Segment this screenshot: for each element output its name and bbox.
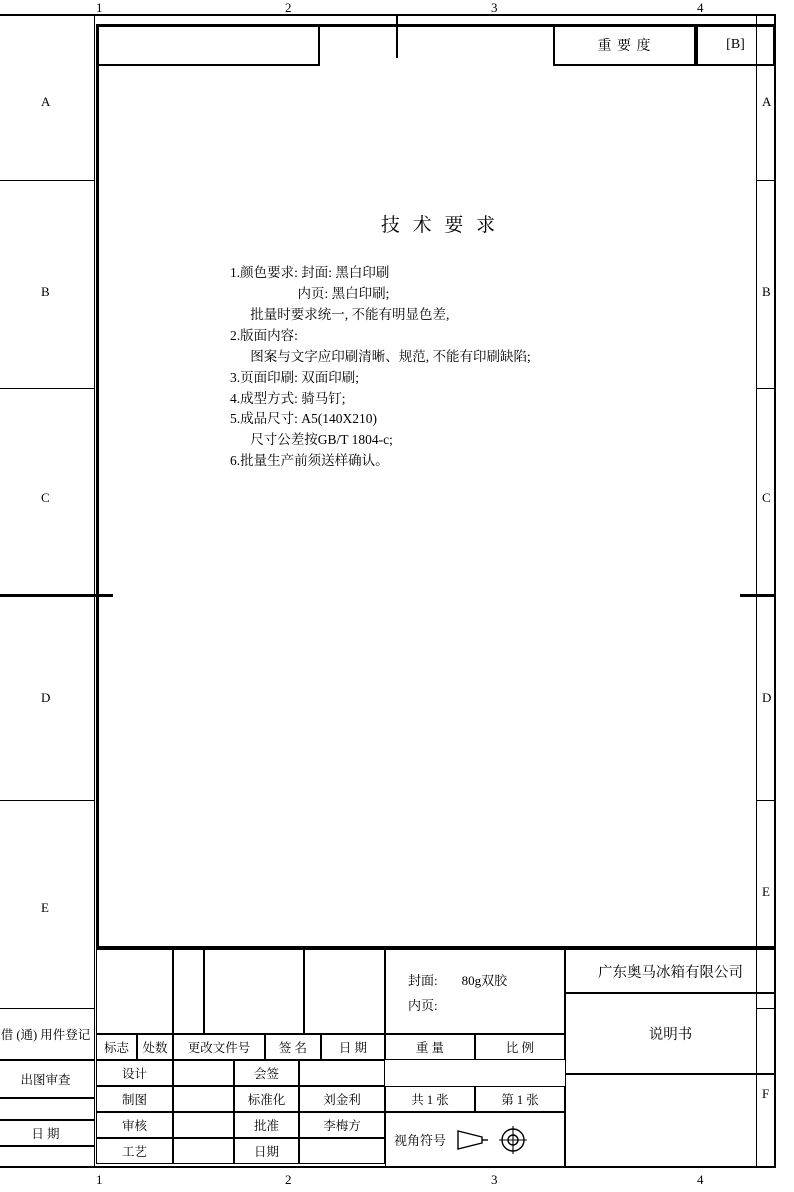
company-name: 广东奥马冰箱有限公司 bbox=[598, 964, 743, 981]
tb-role-2-label: 制图 bbox=[121, 1093, 147, 1107]
zone-label-right-b: B bbox=[762, 284, 771, 299]
tb-name2-4 bbox=[299, 1138, 385, 1164]
borrow-register-cell bbox=[0, 1008, 95, 1060]
zone-divider-right-3 bbox=[740, 594, 776, 597]
tb-name2-1 bbox=[299, 1060, 385, 1086]
tb-name-2 bbox=[173, 1086, 234, 1112]
side-bottom-blank-cell bbox=[0, 1146, 95, 1167]
tb-name-1 bbox=[173, 1060, 234, 1086]
th-date-label: 日 期 bbox=[338, 1041, 368, 1055]
tb-role-2 bbox=[96, 1086, 173, 1112]
issue-review-label: 出图审查 bbox=[20, 1073, 71, 1087]
zone-label-right-f: F bbox=[762, 1086, 770, 1101]
zone-divider-left-1 bbox=[0, 180, 95, 181]
technical-requirements-list bbox=[230, 263, 650, 472]
tb-role2-3-label: 批准 bbox=[253, 1119, 279, 1133]
th-change-doc-label: 更改文件号 bbox=[187, 1041, 251, 1055]
zone-divider-right-1 bbox=[756, 180, 776, 181]
tb-name2-2 bbox=[299, 1086, 385, 1112]
zone-label-right-d: D bbox=[762, 690, 772, 705]
tb-role2-1 bbox=[234, 1060, 299, 1086]
tech-item: 3.页面印刷: 双面印刷; bbox=[230, 369, 360, 385]
tb-role2-2 bbox=[234, 1086, 299, 1112]
tb-role2-2-label: 标准化 bbox=[247, 1093, 286, 1107]
tb-role-1 bbox=[96, 1060, 173, 1086]
technical-requirements-block bbox=[230, 210, 650, 472]
titleblock-blank-col-1 bbox=[96, 949, 173, 1034]
tb-role-4 bbox=[96, 1138, 173, 1164]
tech-item: 图案与文字应印刷清晰、规范, 不能有印刷缺陷; bbox=[230, 348, 531, 364]
tech-item: 1.颜色要求: 封面: 黑白印刷 bbox=[230, 265, 390, 280]
tb-role-4-label: 工艺 bbox=[121, 1145, 147, 1159]
first-angle-projection-icon bbox=[456, 1127, 490, 1153]
zone-label-right-e: E bbox=[762, 884, 770, 899]
titleblock-blank-col-4 bbox=[304, 949, 385, 1034]
th-count bbox=[137, 1034, 173, 1060]
tech-item: 6.批量生产前须送样确认。 bbox=[230, 453, 389, 469]
tb-name2-3 bbox=[299, 1112, 385, 1138]
inner-frame-left bbox=[96, 24, 99, 949]
header-left-box bbox=[96, 24, 320, 66]
tb-role2-4 bbox=[234, 1138, 299, 1164]
borrow-register-label: 借 (通) 用件登记 bbox=[0, 1028, 91, 1042]
th-mark bbox=[96, 1034, 137, 1060]
titleblock-blank-col-2 bbox=[173, 949, 204, 1034]
th-signature bbox=[265, 1034, 321, 1060]
zone-divider-right-4 bbox=[756, 800, 776, 801]
zone-label-top-2: 2 bbox=[285, 0, 292, 15]
zone-label-bottom-2: 2 bbox=[285, 1172, 292, 1187]
zone-label-top-1: 1 bbox=[96, 0, 103, 15]
tb-sheet-total bbox=[385, 1086, 475, 1112]
material-block bbox=[385, 949, 565, 1034]
tb-role2-4-label: 日期 bbox=[253, 1145, 279, 1159]
zone-label-top-3: 3 bbox=[491, 0, 498, 15]
th-date bbox=[321, 1034, 385, 1060]
technical-requirements-title: 技 术 要 求 bbox=[380, 215, 500, 236]
zone-label-bottom-1: 1 bbox=[96, 1172, 103, 1187]
company-name-cell bbox=[565, 949, 776, 993]
zone-label-left-a: A bbox=[41, 94, 51, 109]
tech-item: 4.成型方式: 骑马钉; bbox=[230, 390, 346, 406]
zone-label-left-d: D bbox=[41, 690, 51, 705]
side-date-cell bbox=[0, 1120, 95, 1146]
tech-item: 5.成品尺寸: A5(140X210) bbox=[230, 411, 377, 427]
zone-divider-left-4 bbox=[0, 800, 95, 801]
cover-label: 封面: bbox=[408, 972, 438, 988]
zone-col-left-line bbox=[94, 14, 95, 1168]
zone-divider-top-1 bbox=[396, 14, 398, 58]
tb-role-3 bbox=[96, 1112, 173, 1138]
projection-circles-icon bbox=[498, 1125, 528, 1155]
zone-divider-left-2 bbox=[0, 388, 95, 389]
zone-label-left-e: E bbox=[41, 900, 49, 915]
th-scale-label: 比 例 bbox=[505, 1041, 535, 1055]
zone-label-left-c: C bbox=[41, 490, 50, 505]
tb-sheet-index bbox=[475, 1086, 565, 1112]
tech-item: 内页: 黑白印刷; bbox=[230, 285, 390, 301]
th-scale bbox=[475, 1034, 565, 1060]
importance-value: [B] bbox=[726, 37, 745, 52]
view-symbol-label: 视角符号 bbox=[394, 1133, 447, 1148]
zone-label-bottom-4: 4 bbox=[697, 1172, 704, 1187]
cover-value: 80g双胶 bbox=[461, 972, 508, 988]
tb-name-4 bbox=[173, 1138, 234, 1164]
tech-item: 2.版面内容: bbox=[230, 327, 298, 343]
tb-role2-3 bbox=[234, 1112, 299, 1138]
view-symbol-cell bbox=[385, 1112, 565, 1167]
tb-name2-3-label: 李梅方 bbox=[323, 1119, 361, 1133]
tech-item: 批量时要求统一, 不能有明显色差, bbox=[230, 306, 450, 322]
zone-label-right-c: C bbox=[762, 490, 771, 505]
th-weight-label: 重 量 bbox=[415, 1041, 445, 1055]
zone-label-right-a: A bbox=[762, 94, 772, 109]
tb-name2-2-label: 刘金利 bbox=[323, 1093, 361, 1107]
th-weight bbox=[385, 1034, 475, 1060]
tb-sheet-total-label: 共 1 张 bbox=[411, 1093, 449, 1107]
tb-role-3-label: 审核 bbox=[121, 1119, 147, 1133]
side-blank-cell bbox=[0, 1098, 95, 1120]
zone-label-left-b: B bbox=[41, 284, 50, 299]
tech-item: 尺寸公差按GB/T 1804-c; bbox=[230, 432, 393, 448]
tb-name-3 bbox=[173, 1112, 234, 1138]
tb-sheet-index-label: 第 1 张 bbox=[501, 1093, 539, 1107]
issue-review-cell bbox=[0, 1060, 95, 1098]
importance-value-box bbox=[696, 24, 775, 66]
zone-label-bottom-3: 3 bbox=[491, 1172, 498, 1187]
th-signature-label: 签 名 bbox=[278, 1041, 308, 1055]
importance-label-box bbox=[553, 24, 696, 66]
company-blank-cell bbox=[565, 1074, 776, 1167]
zone-divider-right-2 bbox=[756, 388, 776, 389]
importance-label: 重 要 度 bbox=[597, 39, 652, 54]
tb-role-1-label: 设计 bbox=[121, 1067, 147, 1081]
tb-role2-1-label: 会签 bbox=[253, 1067, 279, 1081]
th-mark-label: 标志 bbox=[103, 1041, 129, 1055]
doc-title: 说明书 bbox=[648, 1027, 693, 1043]
side-date-label: 日 期 bbox=[31, 1127, 60, 1141]
th-change-doc bbox=[173, 1034, 265, 1060]
frame-top-line bbox=[0, 14, 776, 16]
titleblock-blank-col-3 bbox=[204, 949, 304, 1034]
zone-label-top-4: 4 bbox=[697, 0, 704, 15]
doc-title-cell bbox=[565, 993, 776, 1074]
th-count-label: 处数 bbox=[142, 1041, 168, 1055]
inner-label: 内页: bbox=[408, 997, 438, 1013]
